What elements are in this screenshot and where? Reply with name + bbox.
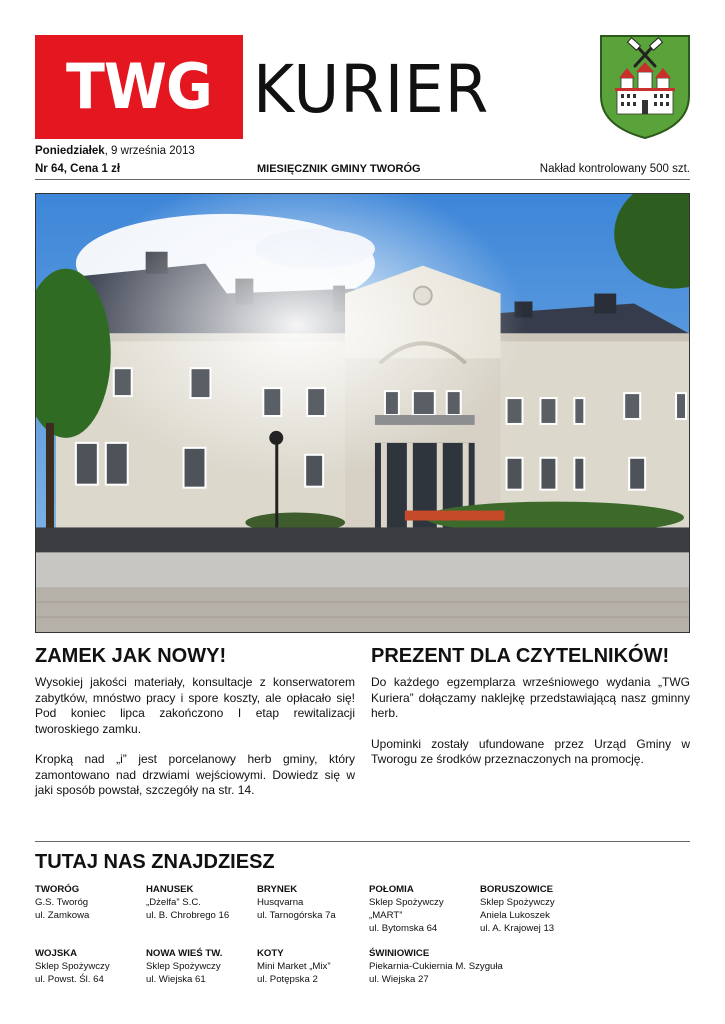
article-2-headline: PREZENT DLA CZYTELNIKÓW! <box>371 645 670 667</box>
issue-date <box>35 145 195 157</box>
circulation-note: Nakład kontrolowany 500 szt. <box>539 163 690 175</box>
sales-point-line: Sklep Spożywczy <box>369 897 444 908</box>
article-1-paragraph: Wysokiej jakości materiały, konsultacje z konserwatorem zabytków, mnóstwo pracy i spore koszty, ale opłacało się! Pod koniec lipca zakończono I etap rewitalizacji tworoskiego zamku. <box>35 675 355 736</box>
sales-point <box>146 883 258 922</box>
sales-point-name: ŚWINIOWICE <box>369 948 430 959</box>
sales-point-line: „MART” <box>369 910 403 921</box>
sales-point <box>35 883 147 922</box>
sales-point-line: ul. B. Chrobrego 16 <box>146 910 230 921</box>
sales-point-line: ul. Tarnogórska 7a <box>257 910 336 921</box>
sales-point-line: Sklep Spożywczy <box>35 961 110 972</box>
sales-point-line: Mini Market „Mix” <box>257 961 331 972</box>
article-1-body <box>35 675 355 814</box>
sales-point <box>369 883 481 935</box>
sales-point-line: Husqvarna <box>257 897 304 908</box>
sales-point-name: BRYNEK <box>257 884 298 895</box>
sales-point-line: Piekarnia-Cukiernia M. Szyguła <box>369 961 503 972</box>
sales-point <box>257 883 369 922</box>
sales-point-line: Sklep Spożywczy <box>480 897 555 908</box>
issue-number-price: Nr 64, Cena 1 zł <box>35 163 121 175</box>
sales-point-line: ul. A. Krajowej 13 <box>480 923 555 934</box>
where-headline: TUTAJ NAS ZNAJDZIESZ <box>35 851 275 873</box>
sales-point-line: ul. Bytomska 64 <box>369 923 438 934</box>
sales-point <box>257 947 369 986</box>
article-2-body <box>371 675 690 783</box>
sales-point-name: TWORÓG <box>35 884 80 895</box>
sales-point-name: WOJSKA <box>35 948 78 959</box>
sales-point <box>369 947 529 986</box>
sales-point <box>35 947 147 986</box>
sales-point-name: KOTY <box>257 948 284 959</box>
sales-point-line: Sklep Spożywczy <box>146 961 221 972</box>
sales-point-name: POŁOMIA <box>369 884 414 895</box>
masthead-logo-kurier: KURIER <box>253 51 490 128</box>
article-2-paragraph: Do każdego egzemplarza wrześniowego wydania „TWG Kuriera” dołączamy naklejkę przedstawiającą nasz gminny herb. <box>371 675 690 720</box>
sales-point-line: G.S. Tworóg <box>35 897 89 908</box>
masthead-logo-twg: TWG <box>66 50 212 123</box>
article-1-paragraph: Kropką nad „i” jest porcelanowy herb gminy, który zamontowano nad drzwiami wejściowymi. Dowiedz się w jaki sposób powstał, szczegóły na str. 14. <box>35 752 355 797</box>
article-1-headline: ZAMEK JAK NOWY! <box>35 645 227 667</box>
sales-point-name: BORUSZOWICE <box>480 884 554 895</box>
sales-point <box>480 883 592 935</box>
sales-point-line: ul. Wiejska 27 <box>369 974 429 985</box>
masthead-logo-box <box>35 35 243 139</box>
sales-point-line: ul. Zamkowa <box>35 910 90 921</box>
masthead-divider <box>35 179 690 180</box>
article-2-paragraph: Upominki zostały ufundowane przez Urząd Gminy w Tworogu ze środków przeznaczonych na promocję. <box>371 736 690 766</box>
issue-date-day: Poniedziałek <box>35 145 105 157</box>
castle-cover-photo <box>35 193 690 633</box>
sales-point-name: NOWA WIEŚ TW. <box>146 948 223 959</box>
sales-point-line: ul. Powst. Śl. 64 <box>35 974 104 985</box>
masthead-subtitle: MIESIĘCZNIK GMINY TWORÓG <box>257 163 421 175</box>
sales-point <box>146 947 258 986</box>
sales-point-line: „Dżelfa” S.C. <box>146 897 201 908</box>
sales-point-line: ul. Wiejska 61 <box>146 974 206 985</box>
section-divider <box>35 841 690 842</box>
municipal-crest-icon <box>599 34 691 140</box>
sales-point-line: Aniela Lukoszek <box>480 910 550 921</box>
issue-date-rest: , 9 września 2013 <box>104 145 195 157</box>
sales-point-name: HANUSEK <box>146 884 194 895</box>
sales-point-line: ul. Potępska 2 <box>257 974 318 985</box>
